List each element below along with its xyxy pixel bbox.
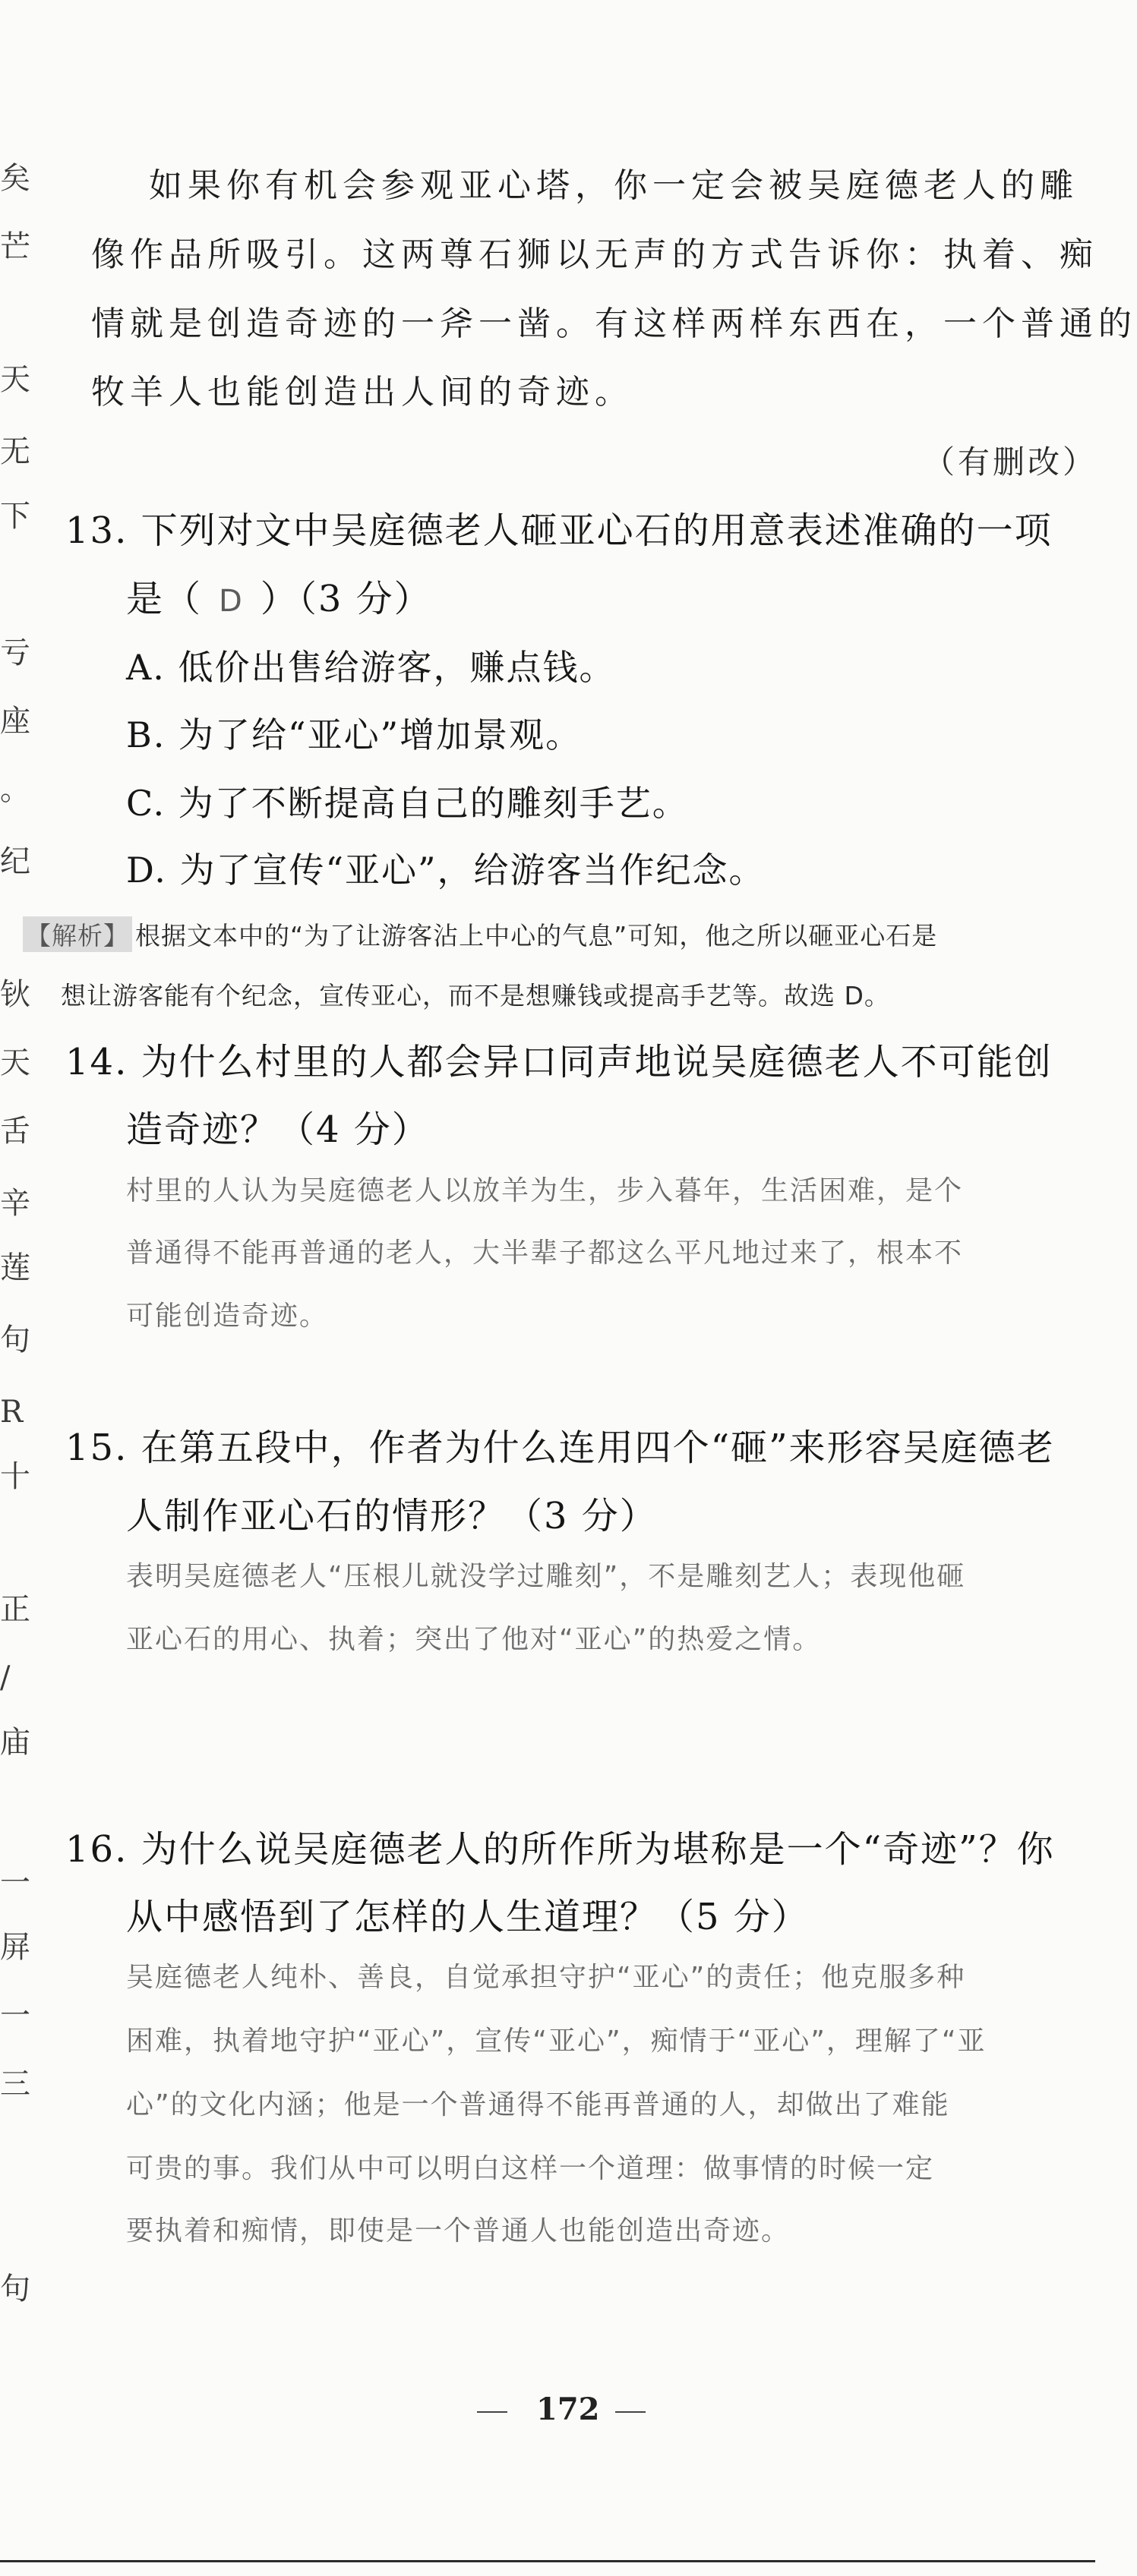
margin-fragment: 舌 [0, 1114, 30, 1149]
answer-line: 困难，执着地守护“亚心”，宣传“亚心”，痴情于“亚心”，理解了“亚 [126, 2026, 987, 2057]
answer-line: 要执着和痴情，即使是一个普通人也能创造出奇迹。 [126, 2215, 791, 2247]
answer-line: 心”的文化内涵；他是一个普通得不能再普通的人，却做出了难能 [126, 2089, 950, 2120]
answer-line: 亚心石的用心、执着；突出了他对“亚心”的热爱之情。 [126, 1624, 822, 1655]
margin-fragment: 下 [0, 499, 30, 534]
option-d: D. 为了宣传“亚心”，给游客当作纪念。 [126, 850, 766, 891]
source-note: （有删改） [923, 443, 1098, 481]
margin-fragment: 屏 [0, 1930, 30, 1965]
question-text: 从中感悟到了怎样的人生道理？（5 分） [126, 1896, 810, 1938]
margin-fragment: 一 [0, 1998, 30, 2033]
question-text: 16. 为什么说吴庭德老人的所作所为堪称是一个“奇迹”？你 [65, 1828, 1055, 1871]
question-text: 是（ [126, 578, 203, 620]
answer-choice: D [219, 584, 244, 619]
analysis-tag: 【解析】 [23, 916, 132, 952]
margin-fragment: 三 [0, 2067, 30, 2101]
question-text: 15. 在第五段中，作者为什么连用四个“砸”来形容吴庭德老 [65, 1427, 1055, 1469]
answer-line: 吴庭德老人纯朴、善良，自觉承担守护“亚心”的责任；他克服多种 [126, 1962, 966, 1993]
margin-fragment: 正 [0, 1592, 30, 1627]
question-text: 14. 为什么村里的人都会异口同声地说吴庭德老人不可能创 [65, 1041, 1053, 1083]
margin-fragment: 无 [0, 434, 30, 469]
answer-line: 可贵的事。我们从中可以明白这样一个道理：做事情的时候一定 [126, 2153, 935, 2184]
margin-fragment: 一 [0, 1865, 30, 1900]
question-text: 人制作亚心石的情形？（3 分） [126, 1495, 658, 1537]
margin-fragment: 句 [0, 1323, 30, 1357]
margin-fragment: 芒 [0, 229, 30, 264]
margin-fragment: 。 [0, 772, 30, 807]
margin-fragment: 庙 [0, 1725, 30, 1760]
margin-fragment: 天 [0, 362, 30, 397]
margin-fragment: 纪 [0, 844, 30, 879]
question-text: ）（3 分） [260, 578, 432, 620]
answer-line: 可能创造奇迹。 [126, 1301, 329, 1332]
analysis-line [23, 916, 937, 952]
footer-dash-right [615, 2411, 646, 2413]
margin-fragment: R [0, 1395, 24, 1430]
footer-dash-left [477, 2411, 507, 2413]
margin-fragment: 天 [0, 1045, 30, 1080]
margin-fragment: 莲 [0, 1250, 30, 1285]
margin-fragment: 座 [0, 704, 30, 739]
question-text-line2 [126, 569, 432, 622]
passage-line: 像作品所吸引。这两尊石狮以无声的方式告诉你：执着、痴 [91, 235, 1098, 274]
option-b: B. 为了给“亚心”增加景观。 [126, 714, 583, 755]
passage-line: 情就是创造奇迹的一斧一凿。有这样两样东西在，一个普通的 [91, 304, 1137, 343]
option-c: C. 为了不断提高自己的雕刻手艺。 [126, 783, 689, 824]
margin-fragment: 亏 [0, 635, 30, 670]
page-number: 172 [536, 2392, 600, 2427]
answer-line: 村里的人认为吴庭德老人以放羊为生，步入暮年，生活困难，是个 [126, 1175, 964, 1206]
bottom-edge-line [0, 2560, 1095, 2562]
margin-fragment: 辛 [0, 1186, 30, 1221]
analysis-text: 根据文本中的“为了让游客沾上中心的气息”可知，他之所以砸亚心石是 [135, 921, 938, 951]
answer-line: 普通得不能再普通的老人，大半辈子都这么平凡地过来了，根本不 [126, 1238, 964, 1269]
margin-fragment: 句 [0, 2272, 30, 2306]
margin-fragment: 十 [0, 1459, 30, 1494]
margin-fragment: 钬 [0, 977, 30, 1012]
answer-line: 表明吴庭德老人“压根儿就没学过雕刻”，不是雕刻艺人；表现他砸 [126, 1561, 966, 1592]
question-text: 13. 下列对文中吴庭德老人砸亚心石的用意表述准确的一项 [65, 509, 1053, 552]
question-text: 造奇迹？（4 分） [126, 1108, 430, 1151]
analysis-text: 想让游客能有个纪念，宣传亚心，而不是想赚钱或提高手艺等。故选 D。 [61, 981, 890, 1011]
passage-line: 如果你有机会参观亚心塔，你一定会被吴庭德老人的雕 [149, 166, 1079, 205]
margin-fragment: 矣 [0, 161, 30, 196]
margin-fragment: / [0, 1660, 11, 1695]
passage-line: 牧羊人也能创造出人间的奇迹。 [91, 373, 633, 411]
option-a: A. 低价出售给游客，赚点钱。 [126, 647, 616, 688]
